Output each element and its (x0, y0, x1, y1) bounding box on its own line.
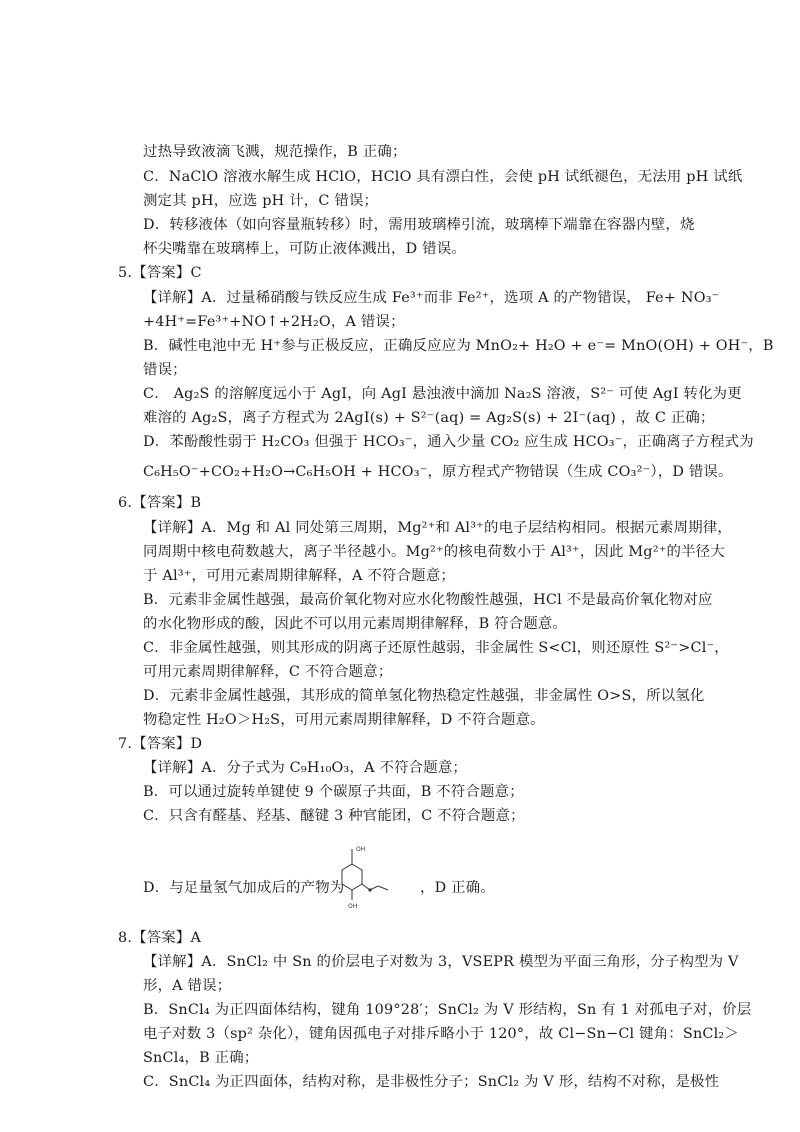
q5-explain-a-line1: 【详解】A．过量稀硝酸与铁反应生成 Fe³⁺而非 Fe²⁺，选项 A 的产物错误， Fe+ NO₃⁻ (143, 290, 720, 306)
q8-explain-b-line3: SnCl₄，B 正确； (143, 1050, 259, 1066)
q6-explain-d-line1: D．元素非金属性越强，其形成的简单氢化物热稳定性越强，非金属性 O>S，所以氢化 (143, 688, 705, 704)
q8-explain-a-line2: 形，A 错误； (143, 978, 232, 994)
q6-explain-b-line1: B．元素非金属性越强，最高价氧化物对应水化物酸性越强，HCl 不是最高价氧化物对应 (143, 592, 713, 608)
q6-explain-c-line1: C．非金属性越强，则其形成的阴离子还原性越弱，非金属性 S<Cl，则还原性 S²⁻>Cl⁻， (143, 640, 729, 656)
q5-explain-d-line2: C₆H₅O⁻+CO₂+H₂O→C₆H₅OH + HCO₃⁻，原方程式产物错误（生成 CO₃²⁻），D 错误。 (143, 464, 733, 480)
q7-explain-d-prefix: D．与足量氢气加成后的产物为 (143, 880, 345, 896)
q5-explain-c-line2: 难溶的 Ag₂S，离子方程式为 2AgI(s) + S²⁻(aq) = Ag₂S(s) + 2I⁻(aq) ，故 C 正确； (143, 410, 715, 426)
q4-option-d-line1: D．转移液体（如向容量瓶转移）时，需用玻璃棒引流，玻璃棒下端靠在容器内壁，烧 (143, 217, 695, 233)
q6-answer: 6.【答案】B (118, 495, 202, 511)
q5-explain-b-line1: B．碱性电池中无 H⁺参与正极反应，正确反应应为 MnO₂+ H₂O + e⁻= MnO(OH) + OH⁻，B (143, 338, 774, 354)
q6-explain-d-line2: 物稳定性 H₂O＞H₂S，可用元素周期律解释，D 不符合题意。 (143, 712, 545, 728)
mol-oh-bottom-label: OH (348, 903, 358, 910)
q4-option-c-line2: 测定其 pH，应选 pH 计，C 错误； (143, 193, 379, 209)
q7-explain-c: C．只含有醛基、羟基、醚键 3 种官能团，C 不符合题意； (143, 808, 525, 824)
q6-explain-a-line2: 同周期中核电荷数越大，离子半径越小。Mg²⁺的核电荷数小于 Al³⁺，因此 Mg²⁺的半径大 (143, 544, 725, 560)
q5-explain-c-line1: C． Ag₂S 的溶解度远小于 AgI，向 AgI 悬浊液中滴加 Na₂S 溶液，S²⁻ 可使 AgI 转化为更 (143, 386, 742, 402)
q8-explain-a-line1: 【详解】A．SnCl₂ 中 Sn 的价层电子对数为 3，VSEPR 模型为平面三角形，分子构型为 V (143, 954, 739, 970)
mol-ether-oxygen (368, 888, 371, 891)
mol-ring (342, 864, 362, 890)
q5-explain-d-line1: D．苯酚酸性弱于 H₂CO₃ 但强于 HCO₃⁻，通入少量 CO₂ 应生成 HCO₃⁻，正确离子方程式为 (143, 434, 754, 450)
q8-answer: 8.【答案】A (118, 930, 202, 946)
q7-explain-b: B．可以通过旋转单键使 9 个碳原子共面，B 不符合题意； (143, 784, 524, 800)
q7-explain-a: 【详解】A．分子式为 C₉H₁₀O₃，A 不符合题意； (143, 760, 468, 776)
q5-answer: 5.【答案】C (118, 265, 202, 281)
q6-explain-c-line2: 可用元素周期律解释，C 不符合题意； (143, 664, 393, 680)
molecule-structure (338, 842, 408, 914)
mol-bond (378, 886, 388, 890)
q4-option-c-line1: C．NaClO 溶液水解生成 HClO，HClO 具有漂白性，会使 pH 试纸褪色，无法用 pH 试纸 (143, 169, 743, 185)
q8-explain-c-line1: C．SnCl₄ 为正四面体，结构对称，是非极性分子；SnCl₂ 为 V 形，结构不对称，是极性 (143, 1074, 720, 1090)
mol-oh-top-label: OH (356, 846, 366, 853)
q7-explain-d-suffix: ，D 正确。 (420, 880, 495, 896)
q6-explain-a-line1: 【详解】A．Mg 和 Al 同处第三周期，Mg²⁺和 Al³⁺的电子层结构相同。根据元素周期律， (143, 520, 733, 536)
q5-explain-a-line2: +4H⁺=Fe³⁺+NO↑+2H₂O，A 错误； (143, 314, 405, 330)
q8-explain-b-line1: B．SnCl₄ 为正四面体结构，键角 109°28′；SnCl₂ 为 V 形结构，Sn 有 1 对孤电子对，价层 (143, 1002, 752, 1018)
q8-explain-b-line2: 电子对数 3（sp² 杂化），键角因孤电子对排斥略小于 120°，故 Cl−Sn−Cl 键角：SnCl₂＞ (143, 1026, 739, 1042)
q4-text-line: 过热导致液滴飞溅，规范操作，B 正确； (143, 144, 407, 160)
q7-answer: 7.【答案】D (118, 736, 203, 752)
q6-explain-b-line2: 的水化物形成的酸，因此不可以用元素周期律解释，B 符合题意。 (143, 616, 568, 632)
q4-option-d-line2: 杯尖嘴靠在玻璃棒上，可防止液体溅出，D 错误。 (143, 241, 466, 257)
q6-explain-a-line3: 于 Al³⁺，可用元素周期律解释，A 不符合题意； (143, 568, 455, 584)
q5-explain-b-line2: 错误； (143, 362, 187, 378)
